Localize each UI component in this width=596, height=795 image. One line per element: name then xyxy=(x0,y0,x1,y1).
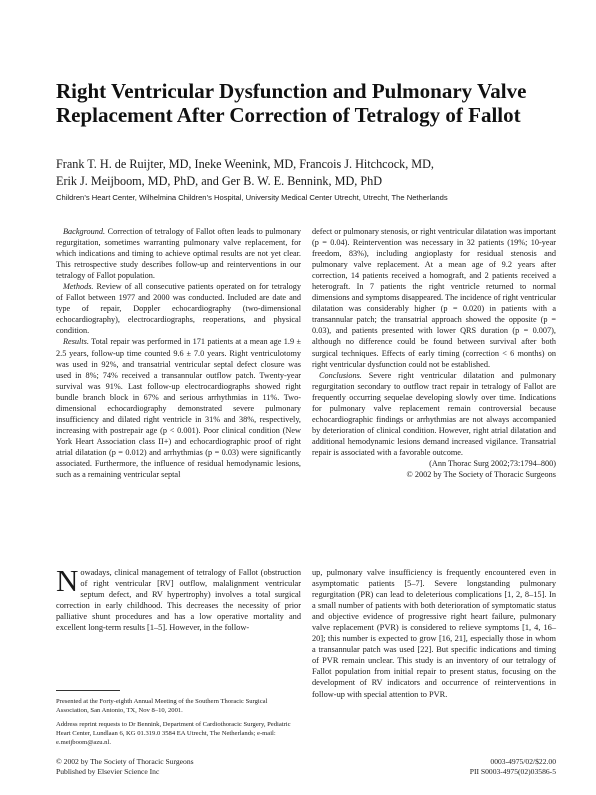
abstract-results-continued: defect or pulmonary stenosis, or right ventricular dilatation was important (p = 0.04). Reintervention was necessary in 32 patients (19%; 10-year freedom, 83%), including angioplasty for residual stenosis and pulmonary valve replacement. At a mean age of 9.2 years after correction, 14 patients received a homograft, and 2 patients received a heterograft. In 7 patients the right ventricle returned to normal dimensions and symptoms disappeared. The incidence of right ventricular dilatation was considerably higher (p = 0.020) in patients with a transannular patch; the transatrial approach showed the opposite (p = 0.03), and patients presented with lower QRS duration (p = 0.007), although no difference could be found between survival after both surgical techniques. Effects of early timing (correction < 6 months) on right ventricular dysfunction could not be established. xyxy=(312,227,556,369)
presented-footnote: Presented at the Forty-eighth Annual Meeting of the Southern Thoracic Surgical Association, San Antonio, TX, Nov 8–10, 2001. xyxy=(56,698,268,714)
abstract-right-column xyxy=(312,226,556,480)
article-title: Right Ventricular Dysfunction and Pulmonary Valve Replacement After Correction of Tetralogy of Fallot xyxy=(56,79,527,127)
affiliation: Children’s Heart Center, Wilhelmina Children’s Hospital, University Medical Center Utrecht, Utrecht, The Netherlands xyxy=(56,193,448,202)
footer-right xyxy=(312,757,556,777)
conclusions-text: Severe right ventricular dilatation and pulmonary regurgitation secondary to outflow tract repair in tetralogy of Fallot are frequently occurring sequelae developing slowly over time. Indications for pulmonary valve replacement remain controversial because echocardiographic findings or arrhythmias are not always accompanied by deterioration of clinical condition. However, right atrial dilatation and additional hemodynamic lesions demand increased vigilance. Transatrial repair is associated with a favorable outcome. xyxy=(312,370,557,457)
body-left-column xyxy=(56,563,301,633)
abstract-methods xyxy=(56,281,301,336)
intro-paragraph-start: owadays, clinical management of tetralogy of Fallot (obstruction of right ventricular [RV] outflow, malalignment ventricular septum defect, and RV hypertrophy) involves a total surgical correction in early childhood. This decreases the necessity of prior palliative shunt procedures and has a low operative mortality and excellent long-term results [1–5]. However, in the follow- xyxy=(56,568,301,633)
footer-pii: PII S0003-4975(02)03586-5 xyxy=(469,767,556,776)
drop-cap: N xyxy=(56,563,79,598)
author-line-2: Erik J. Meijboom, MD, PhD, and Ger B. W. E. Bennink, MD, PhD xyxy=(56,173,383,188)
methods-text: Review of all consecutive patients operated on for tetralogy of Fallot between 1977 and 2000 was conducted. Included are date and type of repair, Doppler echocardiography (two-dimensional echocardiography), electrocardiographs, reoperations, and physical condition. xyxy=(56,282,301,336)
author-line-1: Frank T. H. de Ruijter, MD, Ineke Weenink, MD, Francois J. Hitchcock, MD, xyxy=(56,157,434,171)
journal-citation: (Ann Thorac Surg 2002;73:1794–800) xyxy=(429,458,556,468)
footer-left xyxy=(56,757,301,777)
abstract-copyright: © 2002 by The Society of Thoracic Surgeons xyxy=(406,470,556,480)
intro-paragraph-continued: up, pulmonary valve insufficiency is frequently encountered even in asymptomatic patients [5–7]. Severe longstanding pulmonary regurgitation (PR) can lead to deleterious complications [1, 2, 8–15]. In a small number of patients with both deterioration of symptomatic status and objective evidence of progressive right heart failure, pulmonary valve replacement (PVR) is considered to relieve symptoms [1, 4, 16–20]; this number is expected to grow [16, 21], especially those in whom a transannular patch was used [22]. But specific indications and timing of PVR remain unclear. This study is an inventory of our tetralogy of Fallot population from initial repair to present status, focusing on the development of RV indicators and occurrence of reinterventions in follow-up with special attention to PVR. xyxy=(312,568,556,699)
abstract-results xyxy=(56,336,301,480)
abstract-background xyxy=(56,226,301,281)
results-label: Results. xyxy=(63,337,89,347)
results-text: Total repair was performed in 171 patients at a mean age 1.9 ± 2.5 years, follow-up time counted 9.6 ± 7.0 years. Right ventriculotomy was used in 92%, and transatrial ventricular septal defect closure was used in 8%; 74% received a transannular outflow patch. Twenty-year survival was 91%. Last follow-up electrocardiographs showed right bundle branch block in 67% and serious arrhythmias in 11%. Two-dimensional echocardiography demonstrated severe pulmonary insufficiency and dilated right ventricle in 31% and 38%, respectively, increasing with postrepair age (p < 0.001). Poor clinical condition (New York Heart Association class II+) and echocardiographic proof of right atrial dilatation (p = 0.012) and arrhythmias (p = 0.03) were significantly associated. Furthermore, the influence of residual hemodynamic lesions, such as a remaining ventricular septal xyxy=(56,337,301,480)
author-list xyxy=(56,156,556,189)
footnote-divider xyxy=(56,690,120,691)
background-label: Background. xyxy=(63,227,106,236)
methods-label: Methods. xyxy=(63,282,94,292)
body-right-column xyxy=(312,567,556,700)
footer-copyright: © 2002 by The Society of Thoracic Surgeons xyxy=(56,757,194,766)
background-text: Correction of tetralogy of Fallot often leads to pulmonary regurgitation, sometimes warranting pulmonary valve replacement, for which indications and timing to achieve optimal results are not yet clear. This retrospective study describes follow-up and reinterventions in our tetralogy of Fallot population. xyxy=(56,227,302,281)
conclusions-label: Conclusions. xyxy=(319,370,362,380)
abstract-left-column xyxy=(56,226,301,480)
footer-issn: 0003-4975/02/$22.00 xyxy=(490,757,556,766)
abstract-conclusions xyxy=(312,370,556,458)
address-footnote: Address reprint requests to Dr Bennink, Department of Cardiothoracic Surgery, Pediatric Heart Center, Lundlaan 6, KG 01.319.0 3584 EA Utrecht, The Netherlands; e-mail: e.meijboom@azu.nl. xyxy=(56,721,291,746)
footer-publisher: Published by Elsevier Science Inc xyxy=(56,767,160,776)
